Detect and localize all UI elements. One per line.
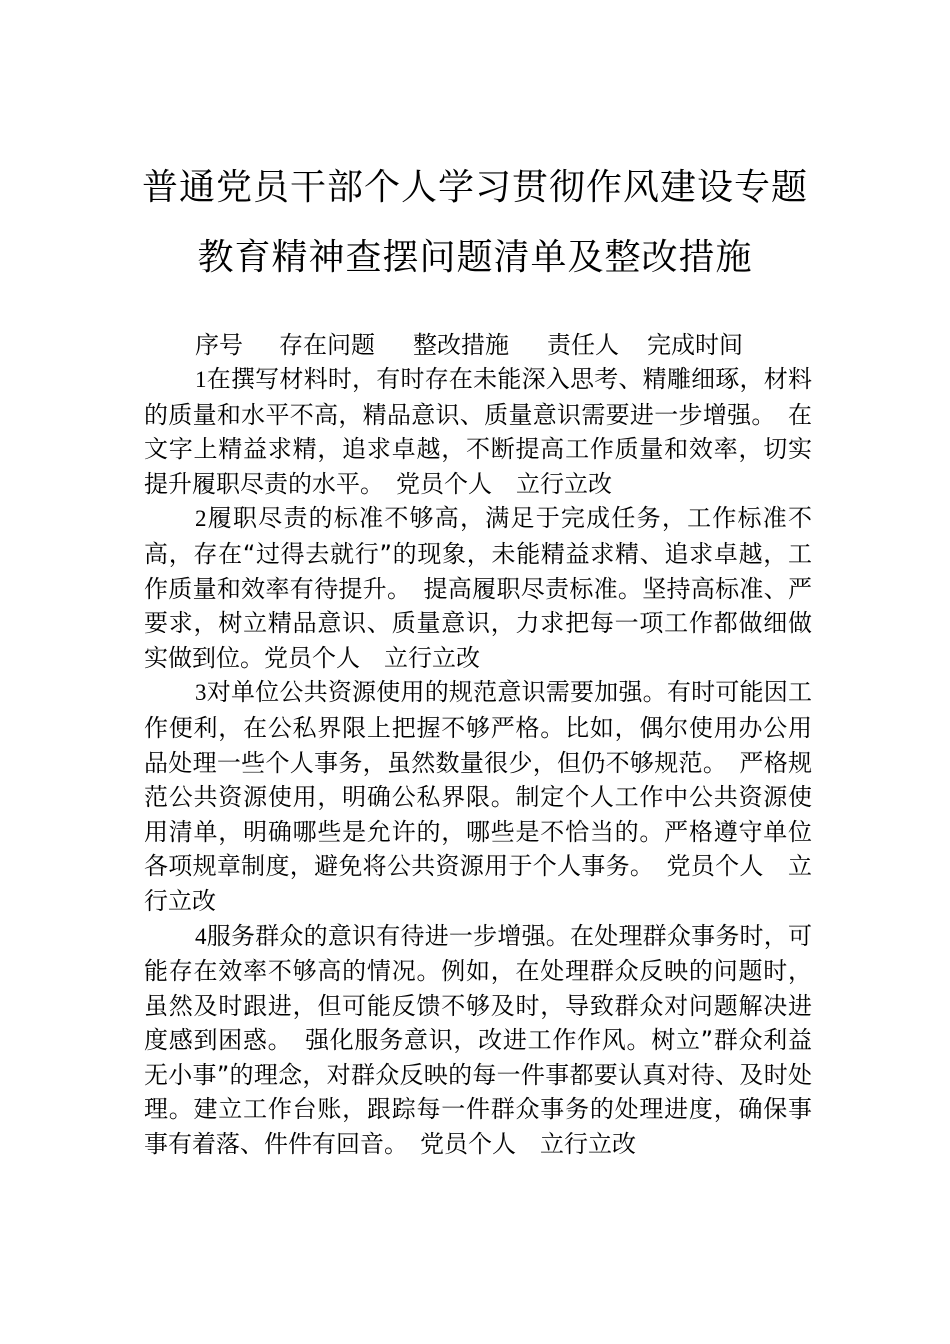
item-text: 在撰写材料时，有时存在未能深入思考、精雕细琢，材料的质量和水平不高，精品意识、质量意识需要进一步增强。 在文字上精益求精，追求卓越，不断提高工作质量和效率，切实提升履职尽责的水平。 党员个人 立行立改 [144, 365, 812, 498]
document-title-line-2: 教育精神查摆问题清单及整改措施 [197, 237, 753, 278]
header-serial-number: 序号 [195, 331, 243, 359]
item-number: 4 [195, 923, 207, 949]
header-rectification-measures: 整改措施 [413, 331, 509, 359]
header-responsible-person: 责任人 [547, 331, 619, 359]
list-item [144, 501, 812, 675]
item-text: 履职尽责的标准不够高，满足于完成任务，工作标准不高，存在“过得去就行”的现象，未能精益求精、追求卓越，工作质量和效率有待提升。 提高履职尽责标准。坚持高标准、严要求，树立精品意识、质量意识，力求把每一项工作都做细做实做到位。党员个人 立行立改 [144, 504, 812, 672]
list-item [144, 675, 812, 918]
problem-list [144, 362, 812, 1162]
list-item [144, 919, 812, 1162]
item-text: 服务群众的意识有待进一步增强。在处理群众事务时，可能存在效率不够高的情况。例如，在处理群众反映的问题时，虽然及时跟进，但可能反馈不够及时，导致群众对问题解决进度感到困惑。 强化服务意识，改进工作作风。树立”群众利益无小事”的理念，对群众反映的每一件事都要认真对待、及时处理。建立工作台账，跟踪每一件群众事务的处理进度，确保事事有着落、件件有回音。 党员个人 立行立改 [144, 921, 812, 1159]
item-number: 1 [195, 367, 207, 392]
document-title-line-1: 普通党员干部个人学习贯彻作风建设专题 [141, 167, 808, 208]
item-number: 2 [195, 506, 207, 532]
item-number: 3 [195, 680, 207, 706]
header-existing-problem: 存在问题 [279, 331, 375, 359]
item-text: 对单位公共资源使用的规范意识需要加强。有时可能因工作便利，在公私界限上把握不够严格。比如，偶尔使用办公用品处理一些个人事务，虽然数量很少，但仍不够规范。 严格规范公共资源使用，明确公私界限。制定个人工作中公共资源使用清单，明确哪些是允许的，哪些是不恰当的。严格遵守单位各项规章制度，避免将公共资源用于个人事务。 党员个人 立行立改 [144, 678, 812, 915]
list-item [144, 362, 812, 501]
header-completion-time: 完成时间 [647, 331, 743, 359]
